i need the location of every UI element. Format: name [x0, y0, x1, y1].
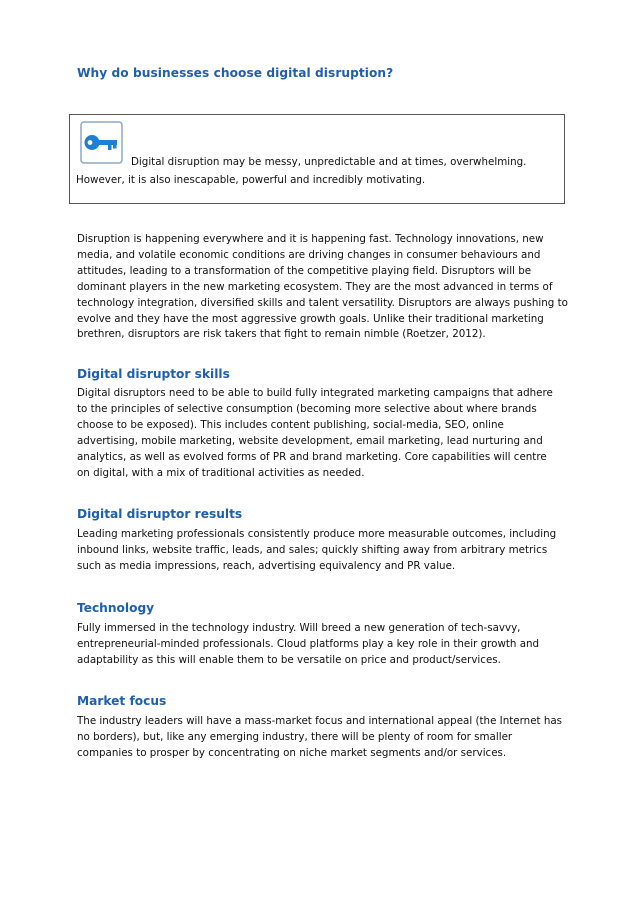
callout-text-line-1: Digital disruption may be messy, unpredictable and at times, overwhelming.	[131, 156, 527, 168]
text-line: companies to prosper by concentrating on niche market segments and/or services.	[77, 746, 507, 759]
text-line: Leading marketing professionals consistently produce more measurable outcomes, including	[77, 528, 557, 540]
callout-text-line-2: However, it is also inescapable, powerful and incredibly motivating.	[76, 174, 426, 186]
section-heading-technology: Technology	[77, 601, 155, 615]
text-line: technology integration, diversified skills and talent versatility. Disruptors are always pushing to	[77, 296, 568, 309]
text-line: evolve and they have the most aggressive growth goals. Unlike their traditional marketing	[77, 312, 544, 325]
text-line: entrepreneurial-minded professionals. Cloud platforms play a key role in their growth and	[77, 637, 540, 650]
key-icon	[80, 121, 123, 164]
text-line: advertising, mobile marketing, website development, email marketing, lead nurturing and	[77, 434, 543, 447]
text-line: adaptability as this will enable them to be versatile on price and product/services.	[77, 653, 501, 666]
text-line: analytics, as well as evolved forms of PR and brand marketing. Core capabilities will centre	[77, 450, 547, 463]
text-line: dominant players in the new marketing ecosystem. They are the most advanced in terms of	[77, 280, 553, 293]
page-title: Why do businesses choose digital disruption?	[77, 66, 394, 80]
text-line: on digital, with a mix of traditional activities as needed.	[77, 466, 365, 479]
text-line: Digital disruptors need to be able to build fully integrated marketing campaigns that adhere	[77, 387, 553, 399]
text-line: no borders), but, like any emerging industry, there will be plenty of room for smaller	[77, 730, 513, 743]
section-heading-market-focus: Market focus	[77, 694, 167, 708]
intro-paragraph	[77, 232, 567, 343]
text-line: choose to be exposed). This includes content publishing, social-media, SEO, online	[77, 418, 504, 431]
section-paragraph-market-focus	[77, 714, 567, 762]
text-line: Fully immersed in the technology industry. Will breed a new generation of tech-savvy,	[77, 622, 521, 634]
section-paragraph-results	[77, 527, 567, 575]
text-line: attitudes, leading to a transformation of the competitive playing field. Disruptors will be	[77, 264, 532, 277]
text-line: Disruption is happening everywhere and it is happening fast. Technology innovations, new	[77, 233, 544, 245]
text-line: inbound links, website traffic, leads, and sales; quickly shifting away from arbitrary metrics	[77, 543, 548, 556]
text-line: media, and volatile economic conditions are driving changes in consumer behaviours and	[77, 248, 541, 261]
text-line: brethren, disruptors are risk takers that fight to remain nimble (Roetzer, 2012).	[77, 328, 486, 341]
text-line: to the principles of selective consumption (becoming more selective about where brands	[77, 402, 537, 415]
section-paragraph-technology	[77, 621, 567, 669]
section-paragraph-skills	[77, 386, 567, 481]
text-line: such as media impressions, reach, advertising equivalency and PR value.	[77, 559, 456, 572]
text-line: The industry leaders will have a mass-market focus and international appeal (the Internet has	[77, 715, 563, 727]
section-heading-results: Digital disruptor results	[77, 507, 243, 521]
callout-box	[69, 114, 565, 204]
section-heading-skills: Digital disruptor skills	[77, 367, 230, 381]
